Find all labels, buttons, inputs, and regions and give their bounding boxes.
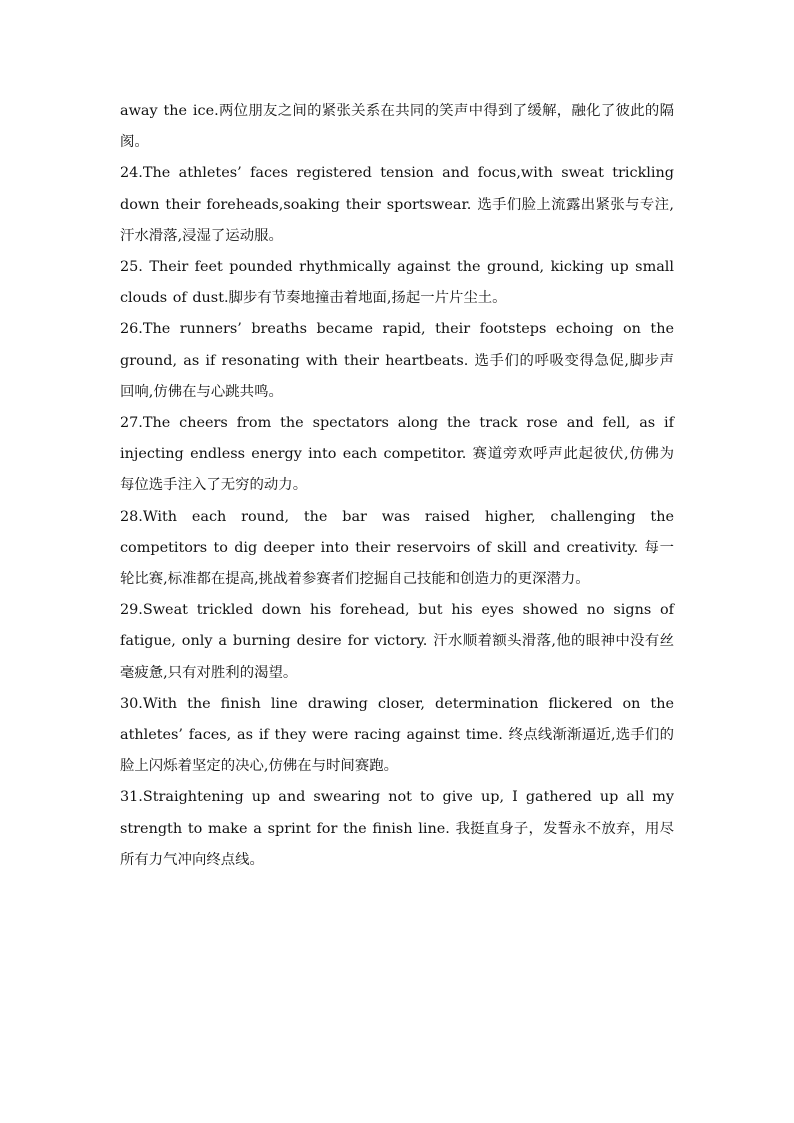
paragraph-29: 29.Sweat trickled down his forehead, but his eyes showed no signs of fatigue, only a burning desire for victory. 汗水顺着额头滑落,他的眼神中没有丝毫疲惫,只有对胜利的渴望。: [120, 602, 674, 681]
paragraph-31: 31.Straightening up and swearing not to give up, I gathered up all my strength to make a sprint for the finish line. 我挺直身子，发誓永不放弃，用尽所有力气冲向终点线。: [120, 789, 674, 868]
paragraph-25: 25. Their feet pounded rhythmically against the ground, kicking up small clouds of dust.脚步有节奏地撞击着地面,扬起一片片尘土。: [120, 259, 674, 307]
paragraph-24: 24.The athletes’ faces registered tension and focus,with sweat trickling down their foreheads,soaking their sportswear. 选手们脸上流露出紧张与专注,汗水滑落,浸湿了运动服。: [120, 165, 674, 244]
paragraph-27: 27.The cheers from the spectators along the track rose and fell, as if injecting endless energy into each competitor. 赛道旁欢呼声此起彼伏,仿佛为每位选手注入了无穷的动力。: [120, 415, 674, 494]
paragraph-30: 30.With the finish line drawing closer, determination flickered on the athletes’ faces, as if they were racing against time. 终点线渐渐逼近,选手们的脸上闪烁着坚定的决心,仿佛在与时间赛跑。: [120, 695, 674, 775]
paragraph-26: 26.The runners’ breaths became rapid, their footsteps echoing on the ground, as if resonating with their heartbeats. 选手们的呼吸变得急促,脚步声回响,仿佛在与心跳共鸣。: [120, 321, 674, 400]
paragraph-28: 28.With each round, the bar was raised higher, challenging the competitors to dig deeper into their reservoirs of skill and creativity. 每一轮比赛,标准都在提高,挑战着参赛者们挖掘自己技能和创造力的更深潜力。: [120, 508, 674, 588]
document-body: [120, 96, 674, 876]
paragraph-continuation: away the ice.两位朋友之间的紧张关系在共同的笑声中得到了缓解，融化了彼此的隔阂。: [120, 103, 674, 151]
